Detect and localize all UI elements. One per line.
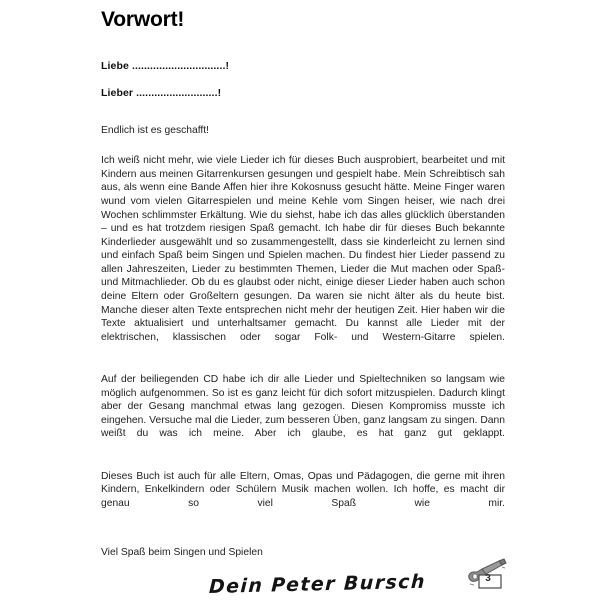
document-content <box>101 0 505 598</box>
page-title: Vorwort! <box>101 8 185 31</box>
salutation-block <box>101 60 505 99</box>
paragraph-3: Dieses Buch ist auch für alle Eltern, Omas, Opas und Pädagogen, die gerne mit ihren Kindern, Enkelkindern oder Schülern Musik machen wollen. Ich hoffe, es macht dir genau so viel Spaß wie mir. <box>101 470 505 509</box>
paragraph-1: Ich weiß nicht mehr, wie viele Lieder ich für dieses Buch ausprobiert, bearbeitet und mit Kindern aus meinen Gitarrenkursen gesungen und gespielt habe. Mein Schreibtisch sah aus, als wenn eine Bande Affen hier ihre Kokosnuss gesucht hätte. Meine Finger waren wund vom vielen Gitarrespielen und meine Kehle vom Singen heiser, wie nach drei Wochen schlimmster Erkältung. Wie du siehst, habe ich das alles glücklich überstanden – und es hat trotzdem riesigen Spaß gemacht. Ich habe dir für dieses Buch bekannte Kinderlieder ausgewählt und so zusammengestellt, dass sie kinderleicht zu lernen sind und einfach Spaß beim Singen und Spielen machen. Du findest hier Lieder passend zu allen Jahreszeiten, Lieder zu bestimmten Themen, Lieder die Mut machen oder Spaß- und Mitmachlieder. Ob du es glaubst oder nicht, einige dieser Lieder haben auch schon deine Eltern oder Großeltern gesungen. Da waren sie nicht älter als du heute bist. Manche dieser alten Texte entsprechen nicht mehr der heutigen Zeit. Hier haben wir die Texte aktualisiert und unterhaltsamer gemacht. Du kannst alle Lieder mit der elektrischen, klassischen oder sogar Folk- und Western-Gitarre spielen. <box>101 155 505 343</box>
closing-line: Viel Spaß beim Singen und Spielen <box>101 546 263 558</box>
signature: Dein Peter Bursch <box>208 570 427 598</box>
page-number-badge <box>466 558 512 592</box>
page-number: 3 <box>485 573 491 584</box>
paragraph-2: Auf der beiliegenden CD habe ich dir alle Lieder und Spieltechniken so langsam wie möglich aufgenommen. So ist es ganz leicht für dich sofort mitzuspielen. Dadurch klingt aber der Gesang manchmal etwas lang gezogen. Diesen Kompromiss musste ich eingehen. Versuche mal die Lieder, zum besseren Üben, ganz langsam zu singen. Dann weißt du was ich meine. Aber ich glaube, es hat ganz gut geklappt. <box>101 374 505 440</box>
salutation-line-liebe: Liebe ...............................! <box>101 60 230 73</box>
salutation-line-lieber: Lieber ...........................! <box>101 86 222 99</box>
body-block <box>101 125 505 597</box>
lead-paragraph: Endlich ist es geschafft! <box>101 125 209 137</box>
